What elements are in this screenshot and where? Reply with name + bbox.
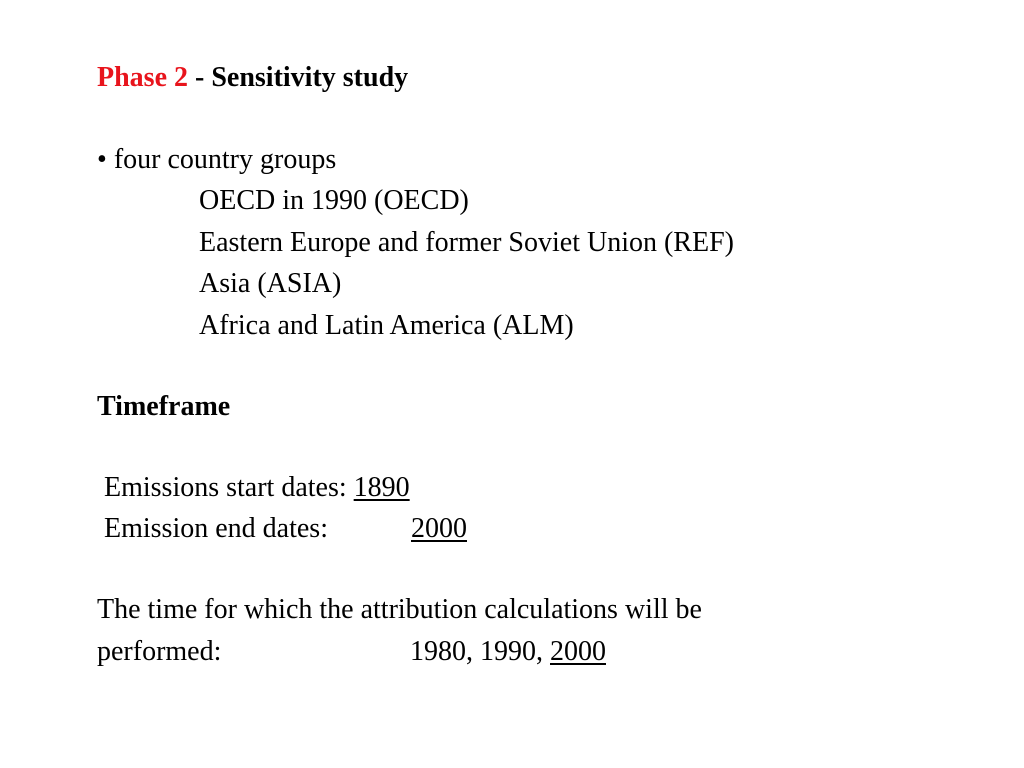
country-group-item: Asia (ASIA): [199, 268, 342, 299]
country-group-item: Africa and Latin America (ALM): [199, 310, 574, 341]
emissions-start-value: 1890: [353, 472, 410, 503]
emissions-start-row: [104, 472, 410, 504]
attribution-years: [410, 636, 606, 668]
title-rest: - Sensitivity study: [188, 62, 409, 93]
emissions-end-row: [104, 513, 504, 545]
attribution-line-1: The time for which the attribution calculations will be: [97, 594, 702, 625]
slide-title: [97, 62, 408, 94]
emissions-start-label: Emissions start dates:: [104, 472, 347, 503]
country-groups-heading: [97, 144, 336, 176]
emissions-end-label: Emission end dates:: [104, 513, 328, 544]
country-group-item: Eastern Europe and former Soviet Union (REF): [199, 227, 734, 258]
phase-label: Phase 2: [97, 62, 188, 93]
emissions-end-value: 2000: [411, 513, 467, 544]
attribution-year-underlined: 2000: [550, 636, 606, 667]
performed-label: performed:: [97, 636, 222, 667]
attribution-line-2: [97, 636, 697, 668]
bullet-icon: •: [97, 144, 107, 175]
attribution-years-plain: 1980, 1990,: [410, 636, 543, 667]
country-group-item: OECD in 1990 (OECD): [199, 185, 469, 216]
timeframe-heading: Timeframe: [97, 391, 231, 422]
country-groups-label: four country groups: [113, 144, 337, 175]
